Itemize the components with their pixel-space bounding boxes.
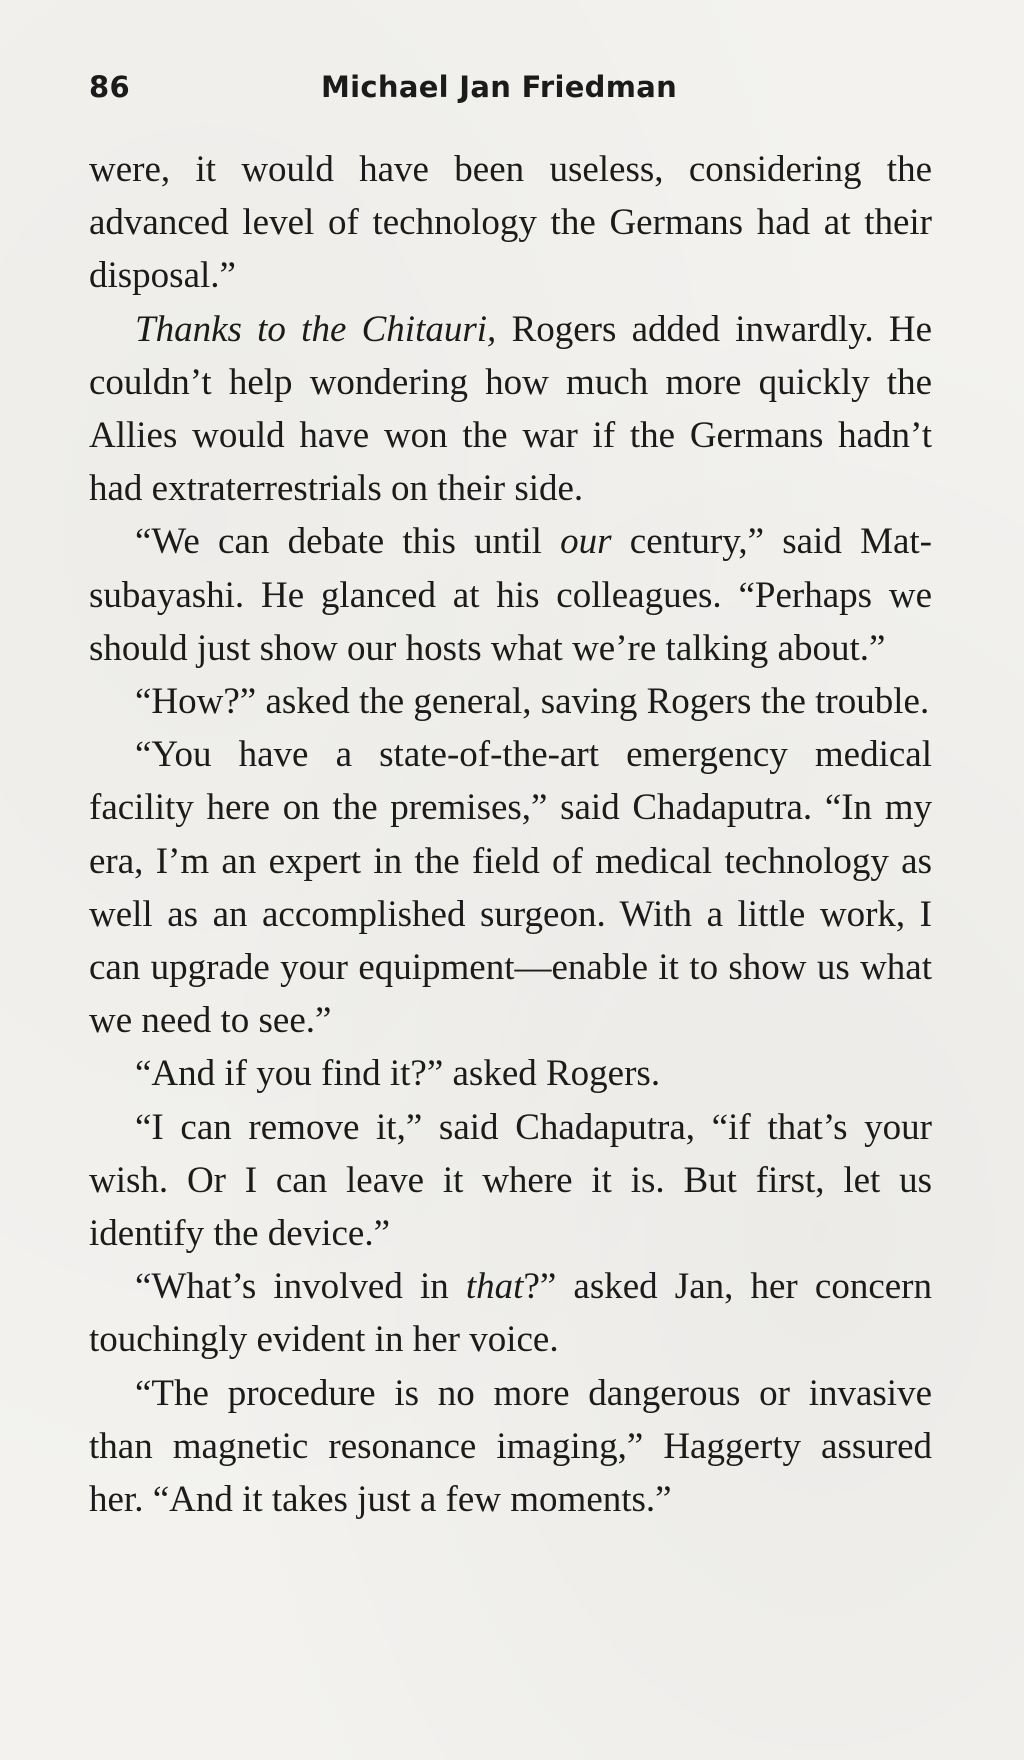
text-run: “We can debate this until bbox=[135, 521, 561, 563]
italic-text: our bbox=[560, 521, 612, 563]
paragraph bbox=[89, 1260, 932, 1366]
paragraph bbox=[89, 143, 932, 303]
text-run: century,” said Matsubayashi. He glanced at his colleagues. “Perhaps we should just show our hosts what we’re talking about.” bbox=[89, 521, 932, 669]
text-run: were, it would have been useless, considering the advanced level of technology the Germans had at their disposal.” bbox=[89, 149, 932, 297]
text-run: “How?” asked the general, saving Rogers the trouble. bbox=[135, 681, 930, 723]
text-run: “The procedure is no more dangerous or invasive than magnetic resonance imaging,” Haggerty assured her. “And it takes just a few moments.” bbox=[89, 1372, 932, 1521]
paragraph bbox=[89, 675, 932, 728]
running-head bbox=[89, 70, 929, 110]
author-name: Michael Jan Friedman bbox=[321, 70, 678, 104]
text-run: Rogers added inwardly. He couldn’t help wondering how much more quickly the Allies would have won the war if the Germans hadn’t had extraterrestrials on their side. bbox=[89, 308, 932, 510]
page-number: 86 bbox=[89, 70, 130, 104]
body-text bbox=[89, 143, 932, 1526]
text-run: “You have a state-of-the-art emergency medical facility here on the premises,” said Chadaputra. “In my era, I’m an expert in the field of medical technology as well as an accomplished surgeon. With a little work, I can upgrade your equipment—enable it to show us what we need to see.” bbox=[89, 734, 932, 1042]
paragraph bbox=[89, 1367, 932, 1527]
text-run: “And if you find it?” asked Rogers. bbox=[135, 1053, 661, 1095]
paragraph bbox=[89, 1101, 932, 1261]
paragraph bbox=[89, 728, 932, 1047]
italic-text: Thanks to the Chitauri, bbox=[135, 308, 497, 350]
paragraph bbox=[89, 515, 932, 675]
paragraph bbox=[89, 1047, 932, 1100]
paragraph bbox=[89, 303, 932, 516]
text-run: “I can remove it,” said Chadaputra, “if that’s your wish. Or I can leave it where it is. But first, let us identify the device.” bbox=[89, 1106, 932, 1255]
italic-text: that bbox=[465, 1266, 524, 1308]
text-run: “What’s involved in bbox=[135, 1266, 466, 1308]
text-run: ?” asked Jan, her concern touchingly evident in her voice. bbox=[89, 1266, 932, 1361]
